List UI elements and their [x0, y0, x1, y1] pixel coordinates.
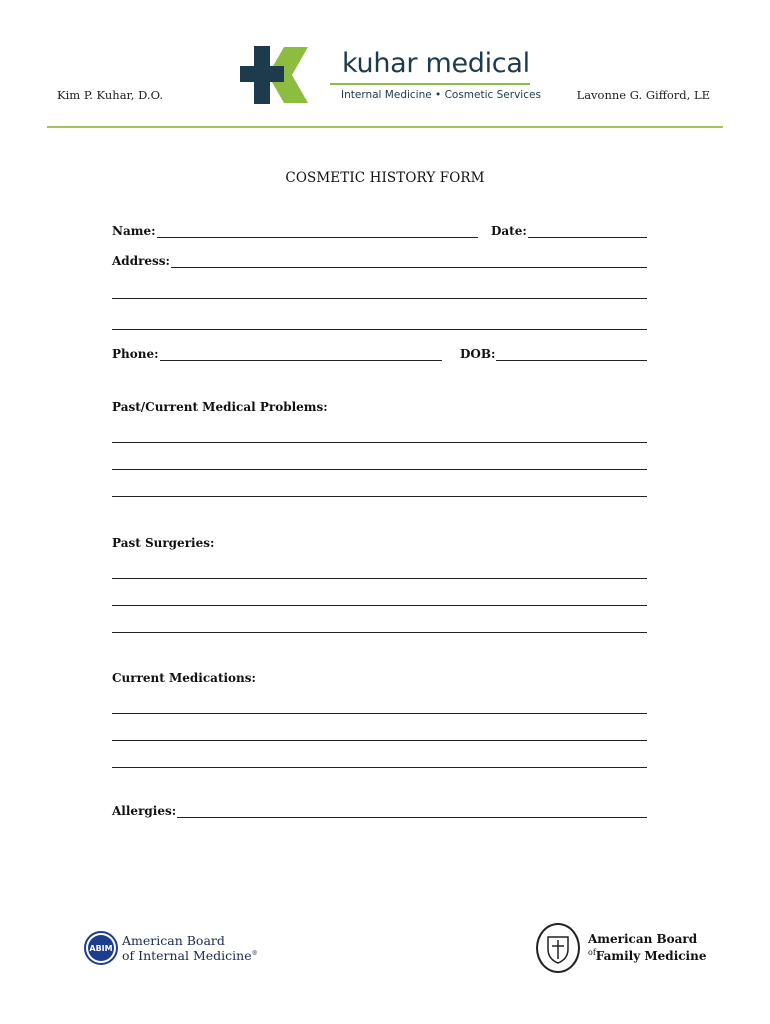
- name-line[interactable]: [157, 227, 478, 238]
- abim-seal-icon: ABIM: [84, 931, 118, 965]
- address-label: Address:: [112, 254, 170, 268]
- allergies-label: Allergies:: [112, 804, 177, 818]
- name-label: Name:: [112, 224, 156, 238]
- abim-text: [122, 934, 258, 962]
- brand-divider: [330, 83, 530, 85]
- dob-label: DOB:: [460, 347, 496, 361]
- name-field[interactable]: [112, 224, 478, 238]
- medications-line-3[interactable]: [112, 767, 647, 768]
- abim-logo: [84, 931, 258, 965]
- allergies-line[interactable]: [177, 807, 647, 818]
- date-field[interactable]: [491, 224, 647, 238]
- abfm-line-2: $^{of}$Family Medicine: [588, 948, 707, 963]
- medications-line-1[interactable]: [112, 713, 647, 714]
- medical-problems-line-3[interactable]: [112, 496, 647, 497]
- abfm-text: [588, 933, 706, 963]
- header-right-doctor: Lavonne G. Gifford, LE: [576, 88, 710, 102]
- brand-name: kuhar medical: [342, 48, 530, 79]
- address-line-3[interactable]: [112, 329, 647, 330]
- surgeries-line-2[interactable]: [112, 605, 647, 606]
- phone-label: Phone:: [112, 347, 159, 361]
- dob-line[interactable]: [496, 350, 647, 361]
- form-title: COSMETIC HISTORY FORM: [285, 170, 485, 186]
- allergies-field[interactable]: [112, 804, 647, 818]
- medications-label: Current Medications:: [112, 671, 256, 685]
- surgeries-line-3[interactable]: [112, 632, 647, 633]
- header-left-doctor: Kim P. Kuhar, D.O.: [57, 88, 163, 102]
- address-line[interactable]: [171, 257, 647, 268]
- cross-k-icon: [238, 44, 328, 106]
- dob-field[interactable]: [460, 347, 647, 361]
- medical-problems-label: Past/Current Medical Problems:: [112, 400, 328, 414]
- abfm-logo: [536, 923, 706, 973]
- brand-tagline: Internal Medicine • Cosmetic Services: [341, 89, 541, 101]
- kuhar-medical-logo: [238, 44, 541, 106]
- address-line-2[interactable]: [112, 298, 647, 299]
- medical-problems-line-1[interactable]: [112, 442, 647, 443]
- phone-line[interactable]: [160, 350, 442, 361]
- address-field[interactable]: [112, 254, 647, 268]
- abfm-seal-icon: [536, 923, 580, 973]
- medical-problems-line-2[interactable]: [112, 469, 647, 470]
- date-line[interactable]: [528, 227, 647, 238]
- surgeries-line-1[interactable]: [112, 578, 647, 579]
- phone-field[interactable]: [112, 347, 442, 361]
- header-rule: [47, 126, 723, 128]
- abim-line-2: of Internal Medicine®: [122, 948, 258, 964]
- shield-icon: [543, 931, 573, 965]
- date-label: Date:: [491, 224, 527, 238]
- medications-line-2[interactable]: [112, 740, 647, 741]
- abim-line-1: American Board: [122, 932, 225, 948]
- abfm-line-1: American Board: [588, 932, 698, 946]
- surgeries-label: Past Surgeries:: [112, 536, 215, 550]
